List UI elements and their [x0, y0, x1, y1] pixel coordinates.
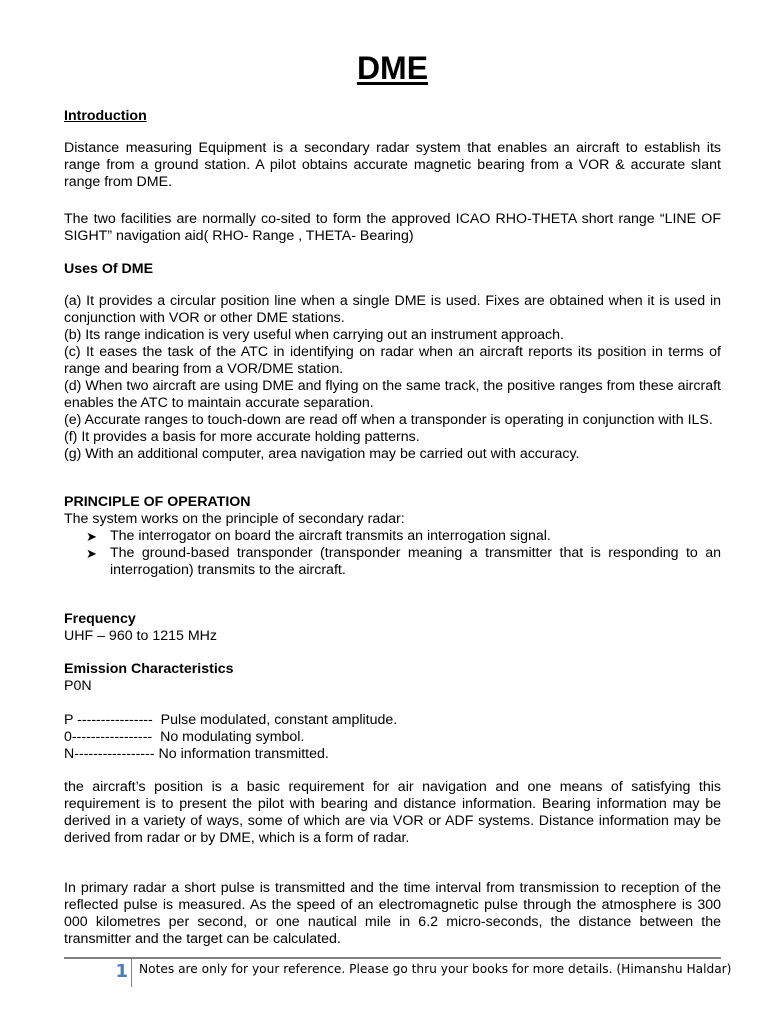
- uses-item: (f) It provides a basis for more accurate holding patterns.: [64, 429, 420, 445]
- uses-item: (c) It eases the task of the ATC in identifying on radar when an aircraft reports its position in terms of range and bearing from a VOR/DME station.: [64, 344, 721, 377]
- principle-heading: PRINCIPLE OF OPERATION: [64, 494, 251, 510]
- body-paragraph-1: the aircraft’s position is a basic requirement for air navigation and one means of satisfying this requirement is to present the pilot with bearing and distance information. Bearing information may be derived in a variety of ways, some of which are via VOR or ADF systems. Distance information may be derived from radar or by DME, which is a form of radar.: [64, 779, 721, 846]
- footer-divider: [131, 959, 132, 987]
- emission-code: P0N: [64, 678, 92, 694]
- intro-heading: Introduction: [64, 108, 147, 124]
- body-paragraph-1-block: [64, 779, 721, 847]
- emission-line: N----------------- No information transmitted.: [64, 746, 329, 762]
- uses-heading: Uses Of DME: [64, 261, 154, 277]
- footer-note: Notes are only for your reference. Please go thru your books for more details. (Himanshu Haldar): [139, 962, 732, 976]
- uses-item: (d) When two aircraft are using DME and flying on the same track, the positive ranges from these aircraft enables the ATC to maintain accurate separation.: [64, 378, 721, 411]
- emission-code-legend: [64, 712, 721, 763]
- principle-section: [64, 494, 721, 579]
- uses-list: [64, 293, 721, 463]
- frequency-value: UHF – 960 to 1215 MHz: [64, 628, 217, 644]
- body-paragraph-2: In primary radar a short pulse is transmitted and the time interval from transmission to reception of the reflected pulse is measured. As the speed of an electromagnetic pulse through the atmosphere is 300 000 kilometres per second, or one nautical mile in 6.2 micro-seconds, the distance between the transmitter and the target can be calculated.: [64, 880, 721, 947]
- emission-line: 0----------------- No modulating symbol.: [64, 729, 305, 745]
- intro-paragraph-2: The two facilities are normally co-sited to form the approved ICAO RHO-THETA short range “LINE OF SIGHT” navigation aid( RHO- Range , THETA- Bearing): [64, 211, 721, 244]
- bullet-text: The ground-based transponder (transponder meaning a transmitter that is responding to an interrogation) transmits to the aircraft.: [110, 545, 721, 578]
- bullet-text: The interrogator on board the aircraft transmits an interrogation signal.: [110, 528, 551, 544]
- principle-bullets: [64, 528, 721, 579]
- frequency-heading: Frequency: [64, 611, 136, 627]
- frequency-section: [64, 611, 721, 645]
- emission-line: P ---------------- Pulse modulated, constant amplitude.: [64, 712, 398, 728]
- page-number: 1: [115, 961, 128, 982]
- body-paragraph-2-block: [64, 880, 721, 948]
- list-item: [64, 528, 721, 545]
- arrow-bullet-icon: ➤: [86, 529, 97, 544]
- list-item: [64, 545, 721, 579]
- uses-item: (a) It provides a circular position line when a single DME is used. Fixes are obtained when it is used in conjunction with VOR or other DME stations.: [64, 293, 721, 326]
- footer-rule: [64, 957, 721, 959]
- intro-paragraph-1: Distance measuring Equipment is a secondary radar system that enables an aircraft to establish its range from a ground station. A pilot obtains accurate magnetic bearing from a VOR & accurate slant range from DME.: [64, 140, 721, 190]
- arrow-bullet-icon: ➤: [86, 546, 97, 561]
- document-title: DME: [356, 50, 429, 86]
- intro-section: [64, 108, 721, 125]
- uses-item: (b) Its range indication is very useful when carrying out an instrument approach.: [64, 327, 564, 343]
- principle-intro: The system works on the principle of secondary radar:: [64, 511, 405, 527]
- emission-heading: Emission Characteristics: [64, 661, 234, 677]
- emission-section: [64, 661, 721, 695]
- uses-item: (g) With an additional computer, area navigation may be carried out with accuracy.: [64, 446, 580, 462]
- intro-paragraph-1-block: [64, 140, 721, 191]
- uses-heading-block: [64, 261, 721, 278]
- uses-item: (e) Accurate ranges to touch-down are read off when a transponder is operating in conjunction with ILS.: [64, 412, 713, 428]
- intro-paragraph-2-block: [64, 211, 721, 245]
